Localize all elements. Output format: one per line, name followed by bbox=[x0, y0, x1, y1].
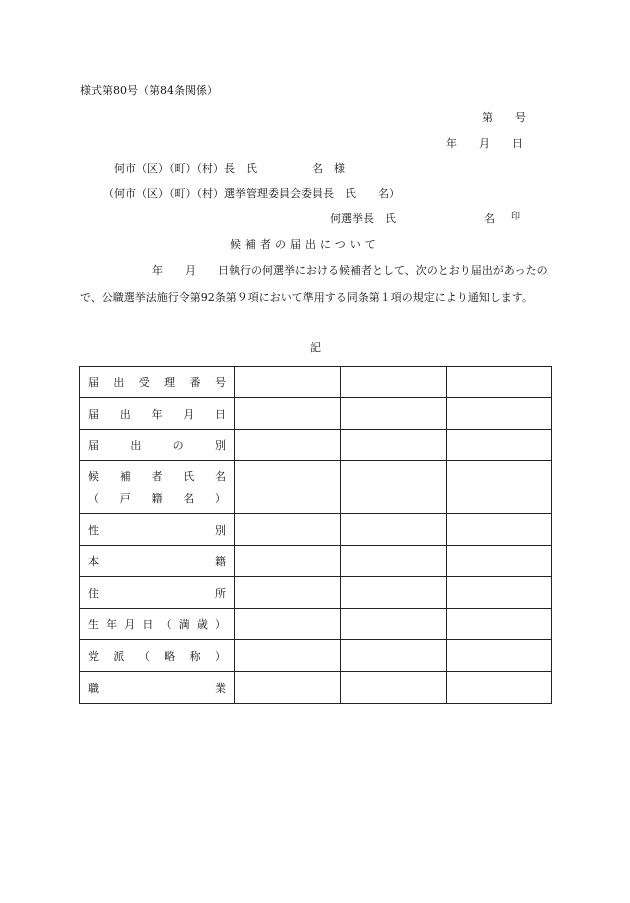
row-label bbox=[80, 609, 235, 640]
value-cell[interactable] bbox=[447, 546, 552, 577]
document-number: 第 号 bbox=[482, 111, 526, 124]
value-cell[interactable] bbox=[341, 609, 447, 640]
table-row bbox=[80, 640, 552, 672]
table-row bbox=[80, 461, 552, 514]
value-cell[interactable] bbox=[447, 672, 552, 704]
label-char: 月 bbox=[124, 618, 136, 631]
table-row bbox=[80, 398, 552, 430]
value-cell[interactable] bbox=[447, 609, 552, 640]
label-char: 候 bbox=[88, 470, 99, 483]
row-label bbox=[80, 367, 235, 398]
value-cell[interactable] bbox=[341, 546, 447, 577]
form-number: 様式第80号（第84条関係） bbox=[80, 84, 218, 97]
label-char: 理 bbox=[164, 376, 176, 389]
row-label bbox=[80, 430, 235, 461]
row-label bbox=[80, 640, 235, 672]
value-cell[interactable] bbox=[235, 577, 341, 609]
label-char: 番 bbox=[189, 376, 201, 389]
label-char: 職 bbox=[88, 681, 99, 695]
table-row bbox=[80, 430, 552, 461]
label-char: 性 bbox=[88, 523, 99, 537]
value-cell[interactable] bbox=[447, 577, 552, 609]
label-char: 籍 bbox=[151, 492, 163, 505]
seal-mark: 印 bbox=[511, 212, 521, 222]
table-row bbox=[80, 514, 552, 546]
value-cell[interactable] bbox=[341, 514, 447, 546]
value-cell[interactable] bbox=[341, 430, 447, 461]
label-char: 月 bbox=[183, 407, 195, 421]
table-row bbox=[80, 609, 552, 640]
value-cell[interactable] bbox=[341, 398, 447, 430]
value-cell[interactable] bbox=[447, 398, 552, 430]
value-cell[interactable] bbox=[341, 577, 447, 609]
value-cell[interactable] bbox=[447, 367, 552, 398]
value-cell[interactable] bbox=[341, 640, 447, 672]
label-char: 年 bbox=[151, 407, 163, 421]
label-char: 届 bbox=[88, 376, 99, 389]
row-label bbox=[80, 577, 235, 609]
label-char: 業 bbox=[215, 681, 226, 695]
label-char: 籍 bbox=[215, 555, 226, 568]
label-char: ） bbox=[215, 492, 226, 505]
value-cell[interactable] bbox=[341, 367, 447, 398]
notification-table bbox=[79, 366, 552, 704]
document-date: 年 月 日 bbox=[446, 137, 523, 150]
table-row bbox=[80, 577, 552, 609]
addressee: 何市（区）（町）（村）長 氏 名 様 bbox=[114, 162, 345, 175]
label-char: 別 bbox=[214, 439, 226, 452]
label-char: （ bbox=[88, 492, 99, 505]
label-char: 戸 bbox=[119, 492, 131, 505]
label-char: 年 bbox=[106, 618, 118, 631]
value-cell[interactable] bbox=[235, 367, 341, 398]
label-char: 満 bbox=[178, 618, 190, 631]
label-char: 称 bbox=[189, 649, 201, 663]
label-char: ） bbox=[214, 618, 226, 631]
table-row bbox=[80, 367, 552, 398]
addressee-alt: （何市（区）（町）（村）選挙管理委員会委員長 氏 名） bbox=[103, 187, 400, 200]
label-char: 生 bbox=[88, 618, 99, 631]
value-cell[interactable] bbox=[341, 461, 447, 514]
value-cell[interactable] bbox=[447, 640, 552, 672]
value-cell[interactable] bbox=[235, 546, 341, 577]
label-char: 名 bbox=[183, 492, 195, 505]
label-char: 補 bbox=[119, 470, 131, 483]
label-char: （ bbox=[138, 649, 150, 663]
label-char: 者 bbox=[151, 470, 163, 483]
value-cell[interactable] bbox=[235, 514, 341, 546]
row-label bbox=[80, 514, 235, 546]
ki-heading: 記 bbox=[310, 341, 321, 354]
label-char: の bbox=[172, 439, 184, 452]
row-label bbox=[80, 672, 235, 704]
row-label bbox=[80, 398, 235, 430]
row-label bbox=[80, 461, 235, 514]
label-char: （ bbox=[160, 618, 172, 631]
label-char: 受 bbox=[138, 376, 150, 389]
label-char: 所 bbox=[215, 586, 226, 600]
value-cell[interactable] bbox=[447, 461, 552, 514]
table-row bbox=[80, 546, 552, 577]
label-char: 別 bbox=[215, 523, 226, 537]
label-char: 略 bbox=[164, 649, 176, 663]
value-cell[interactable] bbox=[235, 640, 341, 672]
label-char: 出 bbox=[113, 376, 125, 389]
label-char: 歳 bbox=[196, 618, 208, 631]
value-cell[interactable] bbox=[235, 609, 341, 640]
value-cell[interactable] bbox=[447, 514, 552, 546]
label-char: 派 bbox=[113, 649, 125, 663]
label-char: 出 bbox=[130, 439, 142, 452]
table-row bbox=[80, 672, 552, 704]
label-char: 出 bbox=[119, 407, 131, 421]
label-char: 本 bbox=[88, 555, 99, 568]
value-cell[interactable] bbox=[235, 398, 341, 430]
value-cell[interactable] bbox=[341, 672, 447, 704]
label-char: 名 bbox=[215, 470, 226, 483]
label-char: 届 bbox=[88, 439, 99, 452]
value-cell[interactable] bbox=[235, 672, 341, 704]
label-char: 日 bbox=[142, 618, 154, 631]
row-label bbox=[80, 546, 235, 577]
label-char: 届 bbox=[88, 407, 99, 421]
label-char: 日 bbox=[215, 407, 226, 421]
value-cell[interactable] bbox=[235, 461, 341, 514]
body-paragraph: 年 月 日執行の何選挙における候補者として、次のとおり届出があったので、公職選挙法施行令第92条第９項において準用する同条第１項の規定により通知します。 bbox=[80, 264, 548, 304]
label-char: ） bbox=[214, 649, 226, 663]
document-title: 候補者の届出について bbox=[230, 238, 380, 251]
label-char: 号 bbox=[214, 376, 226, 389]
value-cell[interactable] bbox=[235, 430, 341, 461]
value-cell[interactable] bbox=[447, 430, 552, 461]
sender-name: 何選挙長 氏 名 bbox=[330, 212, 495, 225]
label-char: 氏 bbox=[183, 470, 195, 483]
label-char: 住 bbox=[88, 586, 99, 600]
label-char: 党 bbox=[88, 649, 99, 663]
